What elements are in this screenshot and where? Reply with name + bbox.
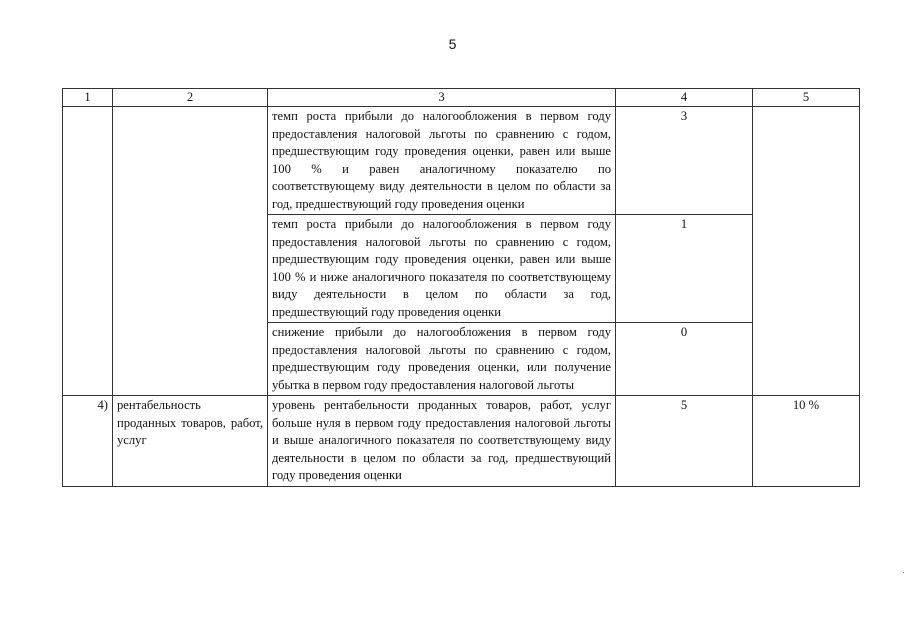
indicator-name-cell: рентабельность проданных товаров, работ, услуг [113,396,268,487]
criterion-cell: темп роста прибыли до налогообложения в первом году предоставления налоговой льготы по сравнению с годом, предшествующим году проведения оценки, равен или выше 100 % и равен аналогичному показателю по соответствующему виду деятельности в целом по области за год, предшествующий году проведения оценки [268,107,616,215]
table-row [63,107,860,215]
header-cell: 2 [113,89,268,107]
table-row [63,396,860,487]
score-cell: 0 [616,323,753,396]
weight-cell [753,107,860,396]
score-cell: 5 [616,396,753,487]
indicator-name-cell [113,107,268,396]
criteria-table [62,88,860,487]
table-header-row [63,89,860,107]
page-number: 5 [448,36,457,52]
criterion-cell: снижение прибыли до налогообложения в первом году предоставления налоговой льготы по сравнению с годом, предшествующим году проведения оценки, или получение убытка в первом году предоставления налоговой льготы [268,323,616,396]
row-number-cell [63,107,113,396]
criterion-cell: уровень рентабельности проданных товаров, работ, услуг больше нуля в первом году предоставления налоговой льготы и выше аналогичного показателя по соответствующему виду деятельности в целом по области за год, предшествующий году проведения оценки [268,396,616,487]
scan-speck [903,572,904,573]
header-cell: 5 [753,89,860,107]
header-cell: 4 [616,89,753,107]
header-cell: 3 [268,89,616,107]
header-cell: 1 [63,89,113,107]
row-number-cell: 4) [63,396,113,487]
criterion-cell: темп роста прибыли до налогообложения в первом году предоставления налоговой льготы по сравнению с годом, предшествующим году проведения оценки, равен или выше 100 % и ниже аналогичного показателя по соответствующему виду деятельности в целом по области за год, предшествующий году проведения оценки [268,215,616,323]
score-cell: 1 [616,215,753,323]
weight-cell: 10 % [753,396,860,487]
score-cell: 3 [616,107,753,215]
